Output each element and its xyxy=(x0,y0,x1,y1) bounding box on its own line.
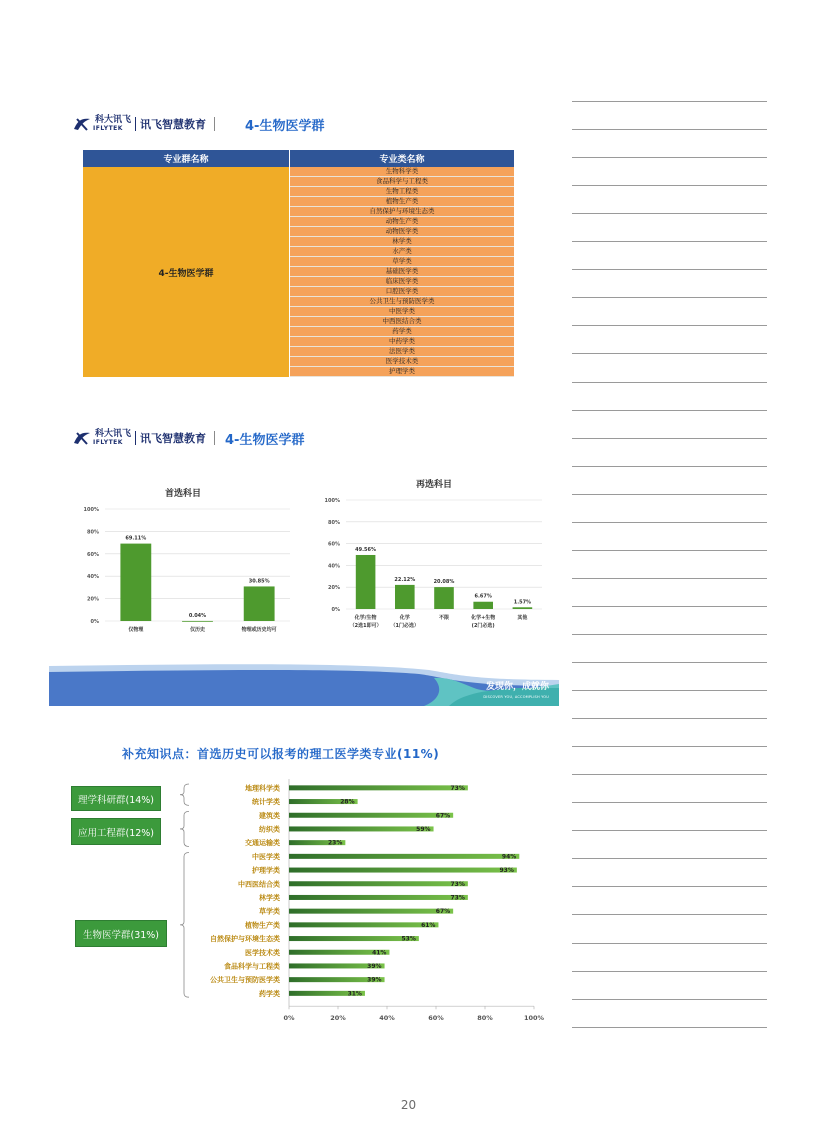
note-line xyxy=(572,466,767,467)
x-tick-label: 化学/生物 xyxy=(354,615,377,621)
note-line xyxy=(572,802,767,803)
y-tick-label: 40% xyxy=(328,563,340,570)
bar xyxy=(289,826,434,831)
category-label: 交通运输类 xyxy=(245,839,280,848)
category-label: 林学类 xyxy=(259,893,280,902)
data-label: 22.12% xyxy=(394,576,416,583)
group-brace xyxy=(180,853,189,998)
data-label: 0.04% xyxy=(188,612,207,619)
note-line xyxy=(572,858,767,859)
bar xyxy=(289,813,453,818)
slogan-en: DISCOVER YOU, ACCOMPLISH YOU xyxy=(483,695,549,699)
header-divider xyxy=(214,117,215,131)
category-row: 自然保护与环境生态类 xyxy=(290,207,514,217)
note-line xyxy=(572,297,767,298)
note-line xyxy=(572,410,767,411)
y-tick-label: 80% xyxy=(328,519,340,526)
logo-cn: 科大讯飞 xyxy=(95,115,132,125)
category-label: 植物生产类 xyxy=(245,921,280,930)
bar xyxy=(289,936,419,941)
y-tick-label: 0% xyxy=(90,619,99,625)
logo-edu: 讯飞智慧教育 xyxy=(140,118,207,131)
data-label: 39% xyxy=(367,976,382,984)
note-line xyxy=(572,690,767,691)
bar xyxy=(289,868,517,873)
category-row: 食品科学与工程类 xyxy=(290,177,514,187)
note-line xyxy=(572,157,767,158)
note-line xyxy=(572,746,767,747)
note-line xyxy=(572,914,767,915)
slogan-cn: 发现你，成就你 xyxy=(485,682,549,692)
category-row: 临床医学类 xyxy=(290,277,514,287)
logo-edu: 讯飞智慧教育 xyxy=(140,432,207,445)
category-label: 纺织类 xyxy=(259,825,280,834)
x-tick-label: 其他 xyxy=(517,615,528,621)
data-label: 23% xyxy=(327,839,343,847)
group-box-science: 理学科研群(14%) xyxy=(71,786,161,811)
category-row: 水产类 xyxy=(290,247,514,257)
data-label: 6.67% xyxy=(474,593,492,600)
bar xyxy=(395,585,415,609)
category-label: 建筑类 xyxy=(259,811,280,820)
data-label: 94% xyxy=(501,853,517,861)
category-list xyxy=(290,167,514,377)
bar xyxy=(289,881,468,886)
category-label: 公共卫生与预防医学类 xyxy=(210,976,280,985)
supplement-title: 补充知识点：首选历史可以报考的理工医学类专业(11%) xyxy=(122,747,440,761)
x-tick-label: 化学 xyxy=(399,615,410,621)
y-tick-label: 60% xyxy=(87,551,99,558)
x-tick-label: 仅历史 xyxy=(189,627,206,633)
chart-title: 再选科目 xyxy=(415,480,453,490)
group-box-biomedical: 生物医学群(31%) xyxy=(75,920,167,947)
data-label: 73% xyxy=(450,784,465,792)
bar xyxy=(473,602,493,609)
data-label: 39% xyxy=(367,962,382,970)
note-line xyxy=(572,578,767,579)
category-row: 生物科学类 xyxy=(290,167,514,177)
category-row: 中西医结合类 xyxy=(290,317,514,327)
bar xyxy=(289,854,519,859)
group-box-engineering: 应用工程群(12%) xyxy=(71,818,161,845)
x-tick-label: (2门必选) xyxy=(471,623,495,629)
category-label: 草学类 xyxy=(259,907,280,916)
x-tick-label: 不限 xyxy=(438,615,450,621)
bar xyxy=(244,586,275,621)
category-row: 生物工程类 xyxy=(290,187,514,197)
data-label: 31% xyxy=(347,990,362,998)
x-tick-label: 物理或历史均可 xyxy=(241,627,277,633)
category-label: 地理科学类 xyxy=(245,784,280,793)
category-row: 林学类 xyxy=(290,237,514,247)
category-label: 统计学类 xyxy=(252,798,280,807)
category-row: 草学类 xyxy=(290,257,514,267)
category-label: 中医学类 xyxy=(252,852,280,861)
x-tick-label: 40% xyxy=(379,1014,395,1023)
data-label: 67% xyxy=(435,812,451,820)
col-header-group: 专业群名称 xyxy=(83,150,290,167)
bar xyxy=(434,587,454,609)
note-line xyxy=(572,662,767,663)
category-label: 医学技术类 xyxy=(245,948,280,957)
category-row: 医学技术类 xyxy=(290,357,514,367)
category-label: 药学类 xyxy=(259,989,280,998)
data-label: 67% xyxy=(435,908,451,916)
page-number: 20 xyxy=(400,1098,417,1112)
data-label: 59% xyxy=(416,825,431,833)
bar xyxy=(289,895,468,900)
category-row: 药学类 xyxy=(290,327,514,337)
data-label: 49.56% xyxy=(355,546,377,553)
y-tick-label: 100% xyxy=(324,498,340,504)
note-line xyxy=(572,999,767,1000)
section-title: 4-生物医学群 xyxy=(245,118,325,134)
x-tick-label: 0% xyxy=(283,1014,295,1023)
group-brace xyxy=(180,784,189,805)
y-tick-label: 60% xyxy=(328,541,340,548)
y-tick-label: 20% xyxy=(87,596,99,603)
chart-history-majors xyxy=(60,775,560,1025)
group-name-cell: 4-生物医学群 xyxy=(83,167,290,377)
major-table xyxy=(83,150,514,377)
note-line xyxy=(572,774,767,775)
col-header-category: 专业类名称 xyxy=(379,155,425,165)
y-tick-label: 0% xyxy=(331,607,340,613)
group-brace xyxy=(180,811,189,846)
note-line xyxy=(572,325,767,326)
category-row: 动物医学类 xyxy=(290,227,514,237)
iflytek-logo-icon xyxy=(72,430,92,446)
x-tick-label: 20% xyxy=(330,1014,346,1023)
bar xyxy=(289,785,468,790)
logo-divider xyxy=(135,431,136,445)
bar xyxy=(356,555,376,609)
category-row: 动物生产类 xyxy=(290,217,514,227)
logo-divider xyxy=(135,117,136,131)
y-tick-label: 100% xyxy=(83,507,99,513)
note-line xyxy=(572,438,767,439)
y-tick-label: 20% xyxy=(328,585,340,592)
category-label: 食品科学与工程类 xyxy=(224,962,280,971)
category-row: 中医学类 xyxy=(290,307,514,317)
x-tick-label: 60% xyxy=(428,1014,444,1023)
section-header xyxy=(72,114,324,134)
category-row: 口腔医学类 xyxy=(290,287,514,297)
note-line xyxy=(572,550,767,551)
bar xyxy=(513,607,533,609)
note-line xyxy=(572,830,767,831)
data-label: 1.57% xyxy=(513,599,532,606)
x-tick-label: 化学+生物 xyxy=(471,615,496,621)
data-label: 53% xyxy=(401,935,416,943)
data-label: 20.08% xyxy=(433,579,455,586)
note-line xyxy=(572,971,767,972)
x-tick-label: 100% xyxy=(523,1014,545,1023)
section-header-2 xyxy=(72,428,304,448)
category-row: 中药学类 xyxy=(290,337,514,347)
data-label: 73% xyxy=(450,894,465,902)
data-label: 61% xyxy=(421,921,436,929)
note-line xyxy=(572,943,767,944)
note-line xyxy=(572,353,767,354)
chart-first-subject xyxy=(70,480,300,640)
note-line xyxy=(572,241,767,242)
table-header xyxy=(83,150,514,167)
note-line xyxy=(572,522,767,523)
section-title: 4-生物医学群 xyxy=(225,432,305,448)
data-label: 93% xyxy=(499,867,514,875)
note-line xyxy=(572,606,767,607)
category-label: 自然保护与环境生态类 xyxy=(210,935,280,944)
note-line xyxy=(572,634,767,635)
banner xyxy=(49,664,559,706)
note-line xyxy=(572,886,767,887)
y-tick-label: 40% xyxy=(87,574,99,581)
iflytek-logo-icon xyxy=(72,116,92,132)
bar xyxy=(120,544,151,621)
category-row: 植物生产类 xyxy=(290,197,514,207)
chart-second-subject xyxy=(310,472,550,637)
note-line xyxy=(572,213,767,214)
data-label: 30.85% xyxy=(248,578,270,585)
note-line xyxy=(572,382,767,383)
note-line xyxy=(572,269,767,270)
x-tick-label: （2选1即可） xyxy=(349,623,382,629)
header-divider xyxy=(214,431,215,445)
chart-title: 首选科目 xyxy=(164,489,202,499)
iflytek-logo xyxy=(72,428,206,448)
x-tick-label: 仅物理 xyxy=(128,627,144,633)
logo-cn: 科大讯飞 xyxy=(95,429,132,439)
data-label: 69.11% xyxy=(125,535,147,542)
logo-en: IFLYTEK xyxy=(93,439,123,446)
banner-slogan xyxy=(483,682,549,702)
iflytek-logo xyxy=(72,114,206,134)
bar xyxy=(182,621,213,622)
data-label: 28% xyxy=(340,798,355,806)
logo-en: IFLYTEK xyxy=(93,125,123,132)
data-label: 73% xyxy=(450,880,465,888)
note-line xyxy=(572,718,767,719)
bar xyxy=(289,922,438,927)
category-label: 护理学类 xyxy=(252,866,280,875)
bar xyxy=(289,909,453,914)
note-line xyxy=(572,494,767,495)
category-row: 护理学类 xyxy=(290,367,514,377)
x-tick-label: （1门必选） xyxy=(390,623,420,629)
note-line xyxy=(572,185,767,186)
note-line xyxy=(572,129,767,130)
category-row: 基础医学类 xyxy=(290,267,514,277)
y-tick-label: 80% xyxy=(87,529,99,536)
category-label: 中西医结合类 xyxy=(238,880,280,889)
note-line xyxy=(572,101,767,102)
category-row: 法医学类 xyxy=(290,347,514,357)
x-tick-label: 80% xyxy=(477,1014,493,1023)
note-line xyxy=(572,1027,767,1028)
category-row: 公共卫生与预防医学类 xyxy=(290,297,514,307)
data-label: 41% xyxy=(372,949,387,957)
